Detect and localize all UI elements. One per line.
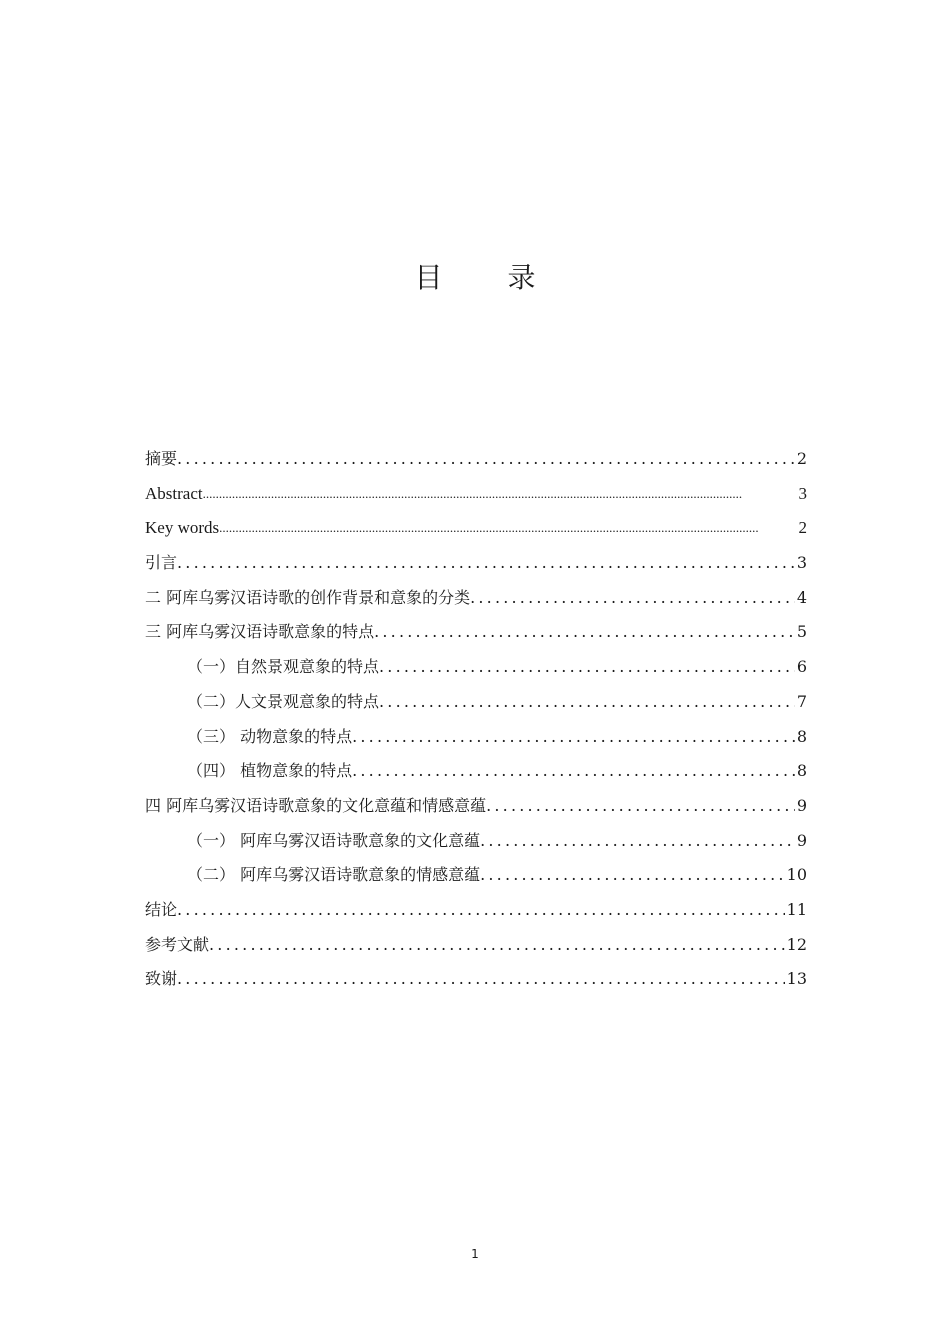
toc-entry	[145, 928, 807, 963]
toc-leader-dots	[219, 511, 796, 546]
toc-entry-page: 9	[796, 795, 807, 815]
toc-entry-page: 10	[786, 865, 807, 885]
toc-leader-dots	[203, 477, 797, 512]
toc-entry-label: （三） 动物意象的特点	[187, 726, 353, 746]
toc-entry	[145, 511, 807, 546]
toc-entry-label: 三 阿库乌雾汉语诗歌意象的特点	[145, 622, 375, 642]
toc-leader-dots	[352, 720, 795, 755]
toc-entry	[145, 685, 807, 720]
toc-entry	[145, 824, 807, 859]
toc-entry-label: 致谢	[145, 969, 178, 989]
toc-leader-dots	[177, 893, 785, 928]
toc-leader-dots	[352, 754, 795, 789]
toc-entry-page: 11	[786, 899, 807, 919]
toc-entry-page: 8	[796, 726, 807, 746]
toc-entry	[145, 858, 807, 893]
toc-leader-dots	[177, 962, 785, 997]
toc-entry-label: Abstract	[145, 483, 203, 503]
toc-list	[145, 442, 807, 997]
toc-entry-label: Key words	[145, 518, 220, 538]
toc-leader-dots	[379, 650, 795, 685]
toc-title: 目 录	[414, 261, 564, 294]
toc-leader-dots	[480, 824, 795, 859]
toc-entry-label: 结论	[145, 899, 178, 919]
toc-leader-dots	[177, 546, 795, 581]
toc-entry-page: 6	[796, 657, 807, 677]
toc-entry-page: 3	[796, 553, 807, 573]
toc-leader-dots	[374, 615, 795, 650]
toc-entry-label: （一）自然景观意象的特点	[187, 657, 380, 677]
toc-entry	[145, 477, 807, 512]
toc-entry	[145, 893, 807, 928]
toc-leader-dots	[470, 581, 795, 616]
toc-entry	[145, 962, 807, 997]
toc-entry-page: 12	[786, 934, 807, 954]
toc-entry-label: （二） 阿库乌雾汉语诗歌意象的情感意蕴	[187, 865, 481, 885]
toc-entry-page: 7	[796, 691, 807, 711]
toc-entry	[145, 442, 807, 477]
toc-entry	[145, 581, 807, 616]
toc-entry-label: 四 阿库乌雾汉语诗歌意象的文化意蕴和情感意蕴	[145, 795, 487, 815]
toc-entry-page: 2	[798, 518, 807, 538]
toc-entry-page: 4	[796, 587, 807, 607]
toc-entry-page: 2	[796, 449, 807, 468]
toc-leader-dots	[379, 685, 795, 720]
toc-entry-label: 二 阿库乌雾汉语诗歌的创作背景和意象的分类	[145, 587, 471, 607]
toc-entry-page: 5	[796, 622, 807, 642]
toc-leader-dots	[480, 858, 785, 893]
toc-entry-label: 摘要	[145, 449, 178, 468]
toc-entry	[145, 615, 807, 650]
toc-entry-label: （一） 阿库乌雾汉语诗歌意象的文化意蕴	[187, 830, 481, 850]
toc-leader-dots	[209, 928, 785, 963]
page-number: 1	[471, 1247, 479, 1261]
toc-entry	[145, 720, 807, 755]
toc-entry	[145, 789, 807, 824]
toc-entry-page: 13	[786, 969, 807, 989]
toc-entry-page: 8	[796, 761, 807, 781]
toc-entry-page: 3	[798, 483, 807, 503]
toc-leader-dots	[177, 442, 795, 477]
toc-entry	[145, 650, 807, 685]
toc-leader-dots	[486, 789, 795, 824]
toc-entry-label: （四） 植物意象的特点	[187, 761, 353, 781]
toc-entry-page: 9	[796, 830, 807, 850]
toc-entry	[145, 546, 807, 581]
toc-entry-label: 参考文献	[145, 934, 210, 954]
toc-entry-label: 引言	[145, 553, 178, 573]
toc-entry-label: （二）人文景观意象的特点	[187, 691, 380, 711]
toc-entry	[145, 754, 807, 789]
